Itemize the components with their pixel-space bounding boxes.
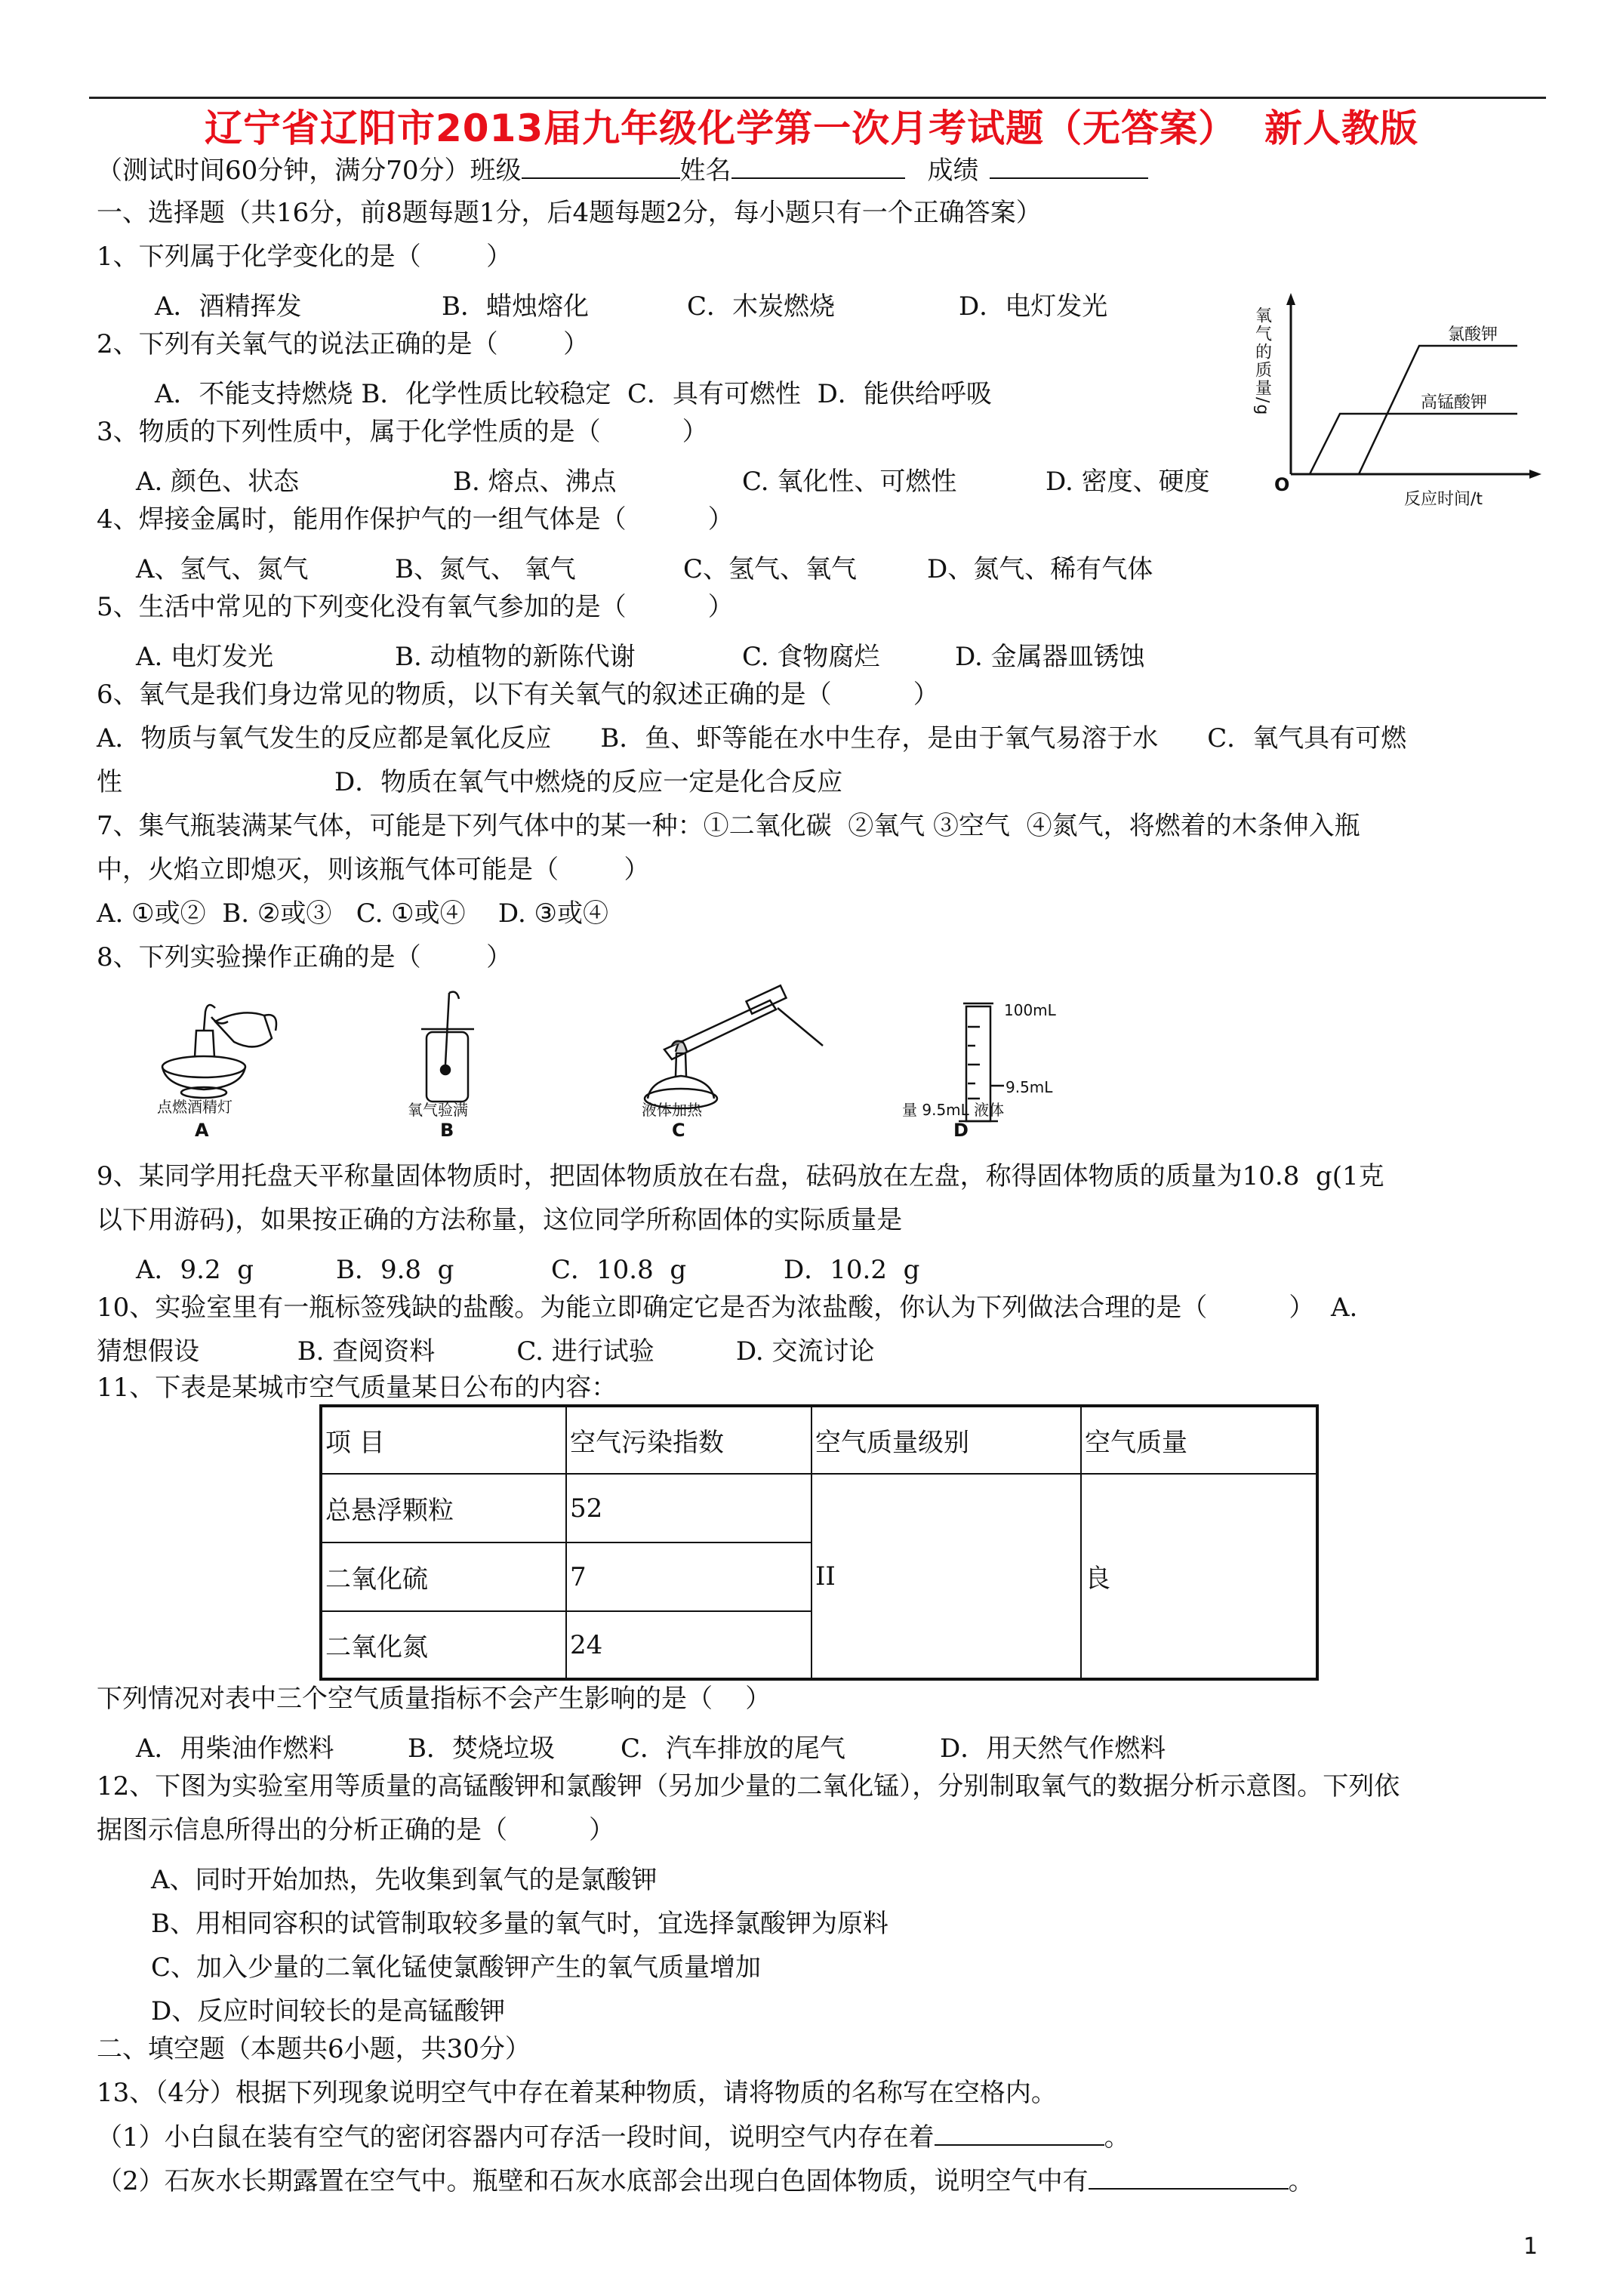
q6-stem: 6、氧气是我们身边常见的物质，以下有关氧气的叙述正确的是（ ）	[97, 680, 939, 710]
quality-cell: 良	[1081, 1474, 1317, 1679]
q4-option-b[interactable]: B、氮气、 氧气	[395, 554, 576, 584]
q13-part1	[97, 2122, 1130, 2153]
q1-option-c[interactable]: C．木炭燃烧	[687, 291, 836, 322]
level-cell: II	[812, 1474, 1081, 1679]
q8-stem: 8、下列实验操作正确的是（ ）	[97, 942, 513, 972]
q9-stem-line2: 以下用游码)，如果按正确的方法称量，这位同学所称固体的实际质量是	[97, 1205, 903, 1235]
q12-option-c[interactable]: C、加入少量的二氧化锰使氯酸钾产生的氧气质量增加	[151, 1952, 762, 1983]
q1-option-d[interactable]: D．电灯发光	[959, 291, 1108, 322]
liquid-heating-illustration[interactable]	[645, 985, 823, 1108]
cylinder-mark-label: 9.5mL	[1006, 1078, 1053, 1096]
caption-c: 液体加热	[642, 1101, 702, 1119]
q5-option-a[interactable]: A. 电灯发光	[136, 642, 274, 672]
caption-b: 氧气验满	[408, 1101, 468, 1119]
q10-stem-line1: 10、实验室里有一瓶标签残缺的盐酸。为能立即确定它是否为浓盐酸，你认为下列做法合理的是（ ） A.	[97, 1293, 1358, 1323]
lamp-lighting-illustration[interactable]	[162, 1005, 276, 1098]
q9-option-a[interactable]: A．9.2 g	[136, 1255, 254, 1285]
q2-stem: 2、下列有关氧气的说法正确的是（ ）	[97, 329, 590, 359]
q6-options-line2[interactable]: 性 D．物质在氧气中燃烧的反应一定是化合反应	[97, 767, 843, 797]
cylinder-top-label: 100mL	[1004, 1001, 1056, 1019]
caption-d: 量 9.5mL 液体	[902, 1101, 1005, 1119]
caption-a: 点燃酒精灯	[157, 1098, 233, 1116]
q3-stem: 3、物质的下列性质中，属于化学性质的是（ ）	[97, 417, 708, 447]
table-row	[321, 1474, 1317, 1542]
series-label-chlorate: 氯酸钾	[1448, 325, 1498, 344]
table-header-row	[321, 1406, 1317, 1474]
q11-option-a[interactable]: A．用柴油作燃料	[136, 1734, 334, 1764]
q6-options-line1[interactable]: A．物质与氧气发生的反应都是氧化反应 B．鱼、虾等能在水中生存，是由于氧气易溶于水 C．氧气具有可燃	[97, 723, 1407, 754]
permanganate-line	[1310, 414, 1517, 474]
q3-option-a[interactable]: A. 颜色、状态	[136, 467, 300, 497]
svg-text:氧气的质量/g: 氧气的质量/g	[1252, 307, 1272, 417]
q3-option-c[interactable]: C. 氧化性、可燃性	[742, 467, 957, 497]
name-label: 姓名	[679, 156, 731, 186]
header-index: 空气污染指数	[566, 1406, 812, 1474]
q12-option-d[interactable]: D、反应时间较长的是高锰酸钾	[151, 1996, 506, 2026]
q7-stem-line1: 7、集气瓶装满某气体，可能是下列气体中的某一种：①二氧化碳 ②氧气 ③空气 ④氮气，将燃着的木条伸入瓶	[97, 811, 1360, 841]
header-level: 空气质量级别	[812, 1406, 1081, 1474]
row-item: 二氧化硫	[321, 1542, 566, 1611]
graph-origin: O	[1274, 474, 1290, 495]
q13-part1-end: 。	[1104, 2122, 1130, 2153]
q13-part2	[97, 2165, 1314, 2196]
q5-option-c[interactable]: C. 食物腐烂	[742, 642, 880, 672]
q3-option-b[interactable]: B. 熔点、沸点	[453, 467, 617, 497]
q8-apparatus-figure	[143, 985, 1056, 1148]
row-index: 24	[566, 1611, 812, 1679]
letter-d: D	[953, 1120, 969, 1141]
q1-option-a[interactable]: A．酒精挥发	[155, 291, 302, 322]
q13-part2-end: 。	[1288, 2166, 1314, 2196]
q1-stem: 1、下列属于化学变化的是（ ）	[97, 242, 513, 272]
q4-stem: 4、焊接金属时，能用作保护气的一组气体是（ ）	[97, 504, 734, 535]
score-blank[interactable]	[990, 155, 1148, 179]
q5-option-d[interactable]: D. 金属器皿锈蚀	[955, 642, 1145, 672]
header-line	[97, 155, 1148, 186]
header-info: （测试时间60分钟，满分70分）	[97, 156, 470, 186]
row-item: 二氧化氮	[321, 1611, 566, 1679]
letter-b: B	[440, 1120, 454, 1141]
row-index: 7	[566, 1542, 812, 1611]
q5-option-b[interactable]: B. 动植物的新陈代谢	[395, 642, 636, 672]
name-blank[interactable]	[731, 155, 905, 179]
q4-option-d[interactable]: D、氮气、稀有气体	[927, 554, 1153, 584]
graph-x-label: 反应时间/t	[1404, 490, 1483, 509]
q10-options[interactable]: 猜想假设 B. 查阅资料 C. 进行试验 D. 交流讨论	[97, 1336, 875, 1367]
q12-option-a[interactable]: A、同时开始加热，先收集到氧气的是氯酸钾	[151, 1865, 658, 1895]
q7-stem-line2: 中，火焰立即熄灭，则该瓶气体可能是（ ）	[97, 855, 650, 885]
q11-option-c[interactable]: C．汽车排放的尾气	[621, 1734, 846, 1764]
section2-heading: 二、填空题（本题共6小题，共30分）	[97, 2034, 531, 2064]
q4-option-a[interactable]: A、氢气、氮气	[136, 554, 309, 584]
page-number: 1	[1523, 2233, 1538, 2260]
page-title: 辽宁省辽阳市2013届九年级化学第一次月考试题（无答案） 新人教版	[205, 106, 1418, 150]
q9-option-c[interactable]: C．10.8 g	[551, 1255, 687, 1285]
q12-stem-line2: 据图示信息所得出的分析正确的是（ ）	[97, 1815, 615, 1845]
section1-heading: 一、选择题（共16分，前8题每题1分，后4题每题2分，每小题只有一个正确答案）	[97, 198, 1042, 228]
letter-a: A	[195, 1120, 209, 1141]
q11-question: 下列情况对表中三个空气质量指标不会产生影响的是（ ）	[97, 1684, 771, 1714]
q7-options[interactable]: A. ①或② B. ②或③ C. ①或④ D. ③或④	[97, 898, 609, 929]
oxygen-test-illustration[interactable]	[421, 992, 474, 1102]
letter-c: C	[672, 1120, 685, 1141]
q12-stem-line1: 12、下图为实验室用等质量的高锰酸钾和氯酸钾（另加少量的二氧化锰），分别制取氧气的数据分析示意图。下列依	[97, 1771, 1400, 1801]
q12-option-b[interactable]: B、用相同容积的试管制取较多量的氧气时，宜选择氯酸钾为原料	[151, 1909, 888, 1939]
q9-option-d[interactable]: D．10.2 g	[784, 1255, 920, 1285]
header-item: 项 目	[321, 1406, 566, 1474]
q11-stem: 11、下表是某城市空气质量某日公布的内容：	[97, 1373, 617, 1403]
q13-part1-text: （1）小白鼠在装有空气的密闭容器内可存活一段时间，说明空气内存在着	[97, 2122, 935, 2153]
y-axis-arrow	[1286, 293, 1295, 305]
series-label-permanganate: 高锰酸钾	[1421, 393, 1488, 412]
graph-y-label	[1253, 307, 1272, 416]
q9-option-b[interactable]: B．9.8 g	[336, 1255, 454, 1285]
q13-part2-text: （2）石灰水长期露置在空气中。瓶壁和石灰水底部会出现白色固体物质，说明空气中有	[97, 2166, 1089, 2196]
q11-option-b[interactable]: B．焚烧垃圾	[408, 1734, 555, 1764]
air-quality-table	[319, 1404, 1319, 1681]
oxygen-mass-graph	[1246, 285, 1548, 512]
q13-part2-blank[interactable]	[1089, 2165, 1289, 2190]
class-blank[interactable]	[522, 155, 680, 179]
q13-part1-blank[interactable]	[935, 2122, 1104, 2146]
q13-stem: 13、（4分）根据下列现象说明空气中存在着某种物质，请将物质的名称写在空格内。	[97, 2078, 1057, 2108]
q9-stem-line1: 9、某同学用托盘天平称量固体物质时，把固体物质放在右盘，砝码放在左盘，称得固体物质的质量为10.8 g(1克	[97, 1161, 1384, 1191]
score-label: 成绩	[927, 156, 979, 186]
header-quality: 空气质量	[1081, 1406, 1317, 1474]
class-label: 班级	[470, 156, 522, 186]
q2-options[interactable]: A．不能支持燃烧 B．化学性质比较稳定 C．具有可燃性 D．能供给呼吸	[155, 379, 992, 409]
row-index: 52	[566, 1474, 812, 1542]
x-axis-arrow	[1529, 470, 1541, 479]
q3-option-d[interactable]: D. 密度、硬度	[1046, 467, 1210, 497]
row-item: 总悬浮颗粒	[321, 1474, 566, 1542]
q5-stem: 5、生活中常见的下列变化没有氧气参加的是（ ）	[97, 592, 734, 622]
q4-option-c[interactable]: C、氢气、氧气	[683, 554, 858, 584]
q11-option-d[interactable]: D．用天然气作燃料	[940, 1734, 1166, 1764]
q1-option-b[interactable]: B．蜡烛熔化	[442, 291, 589, 322]
